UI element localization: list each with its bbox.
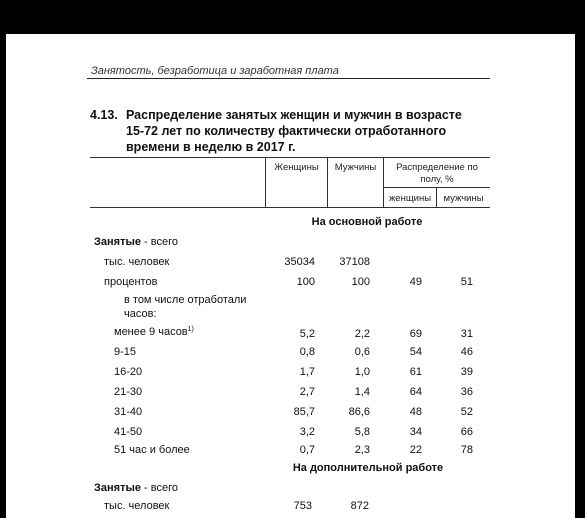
cell-men-thousand: 37108	[339, 256, 370, 268]
cell-men-9-15: 0,6	[354, 346, 370, 358]
row-label-51-plus: 51 час и более	[114, 444, 190, 456]
running-head: Занятость, безработица и заработная плата	[91, 65, 339, 77]
cell-women-21-30: 2,7	[299, 386, 315, 398]
cell-dist-women-16-20: 61	[409, 366, 422, 378]
row-label-thousand-people: тыс. человек	[104, 256, 170, 268]
cell-women-31-40: 85,7	[293, 406, 315, 418]
cell-dist-women-51-plus: 22	[409, 444, 422, 456]
cell-women-41-50: 3,2	[299, 426, 315, 438]
col-header-women: Женщины	[274, 162, 319, 173]
cell-women-51-plus: 0,7	[299, 444, 315, 456]
top-black-border	[0, 0, 585, 34]
cell-women-thousand-additional: 753	[293, 500, 312, 512]
row-label-percent: процентов	[104, 276, 158, 288]
cell-dist-men-31-40: 52	[460, 406, 473, 418]
section-additional-job: На дополнительной работе	[292, 462, 444, 474]
row-label-incl-worked-2: часов:	[124, 308, 157, 320]
col-header-dist-men: мужчины	[443, 193, 484, 204]
cell-men-31-40: 86,6	[348, 406, 370, 418]
cell-men-51-plus: 2,3	[354, 444, 370, 456]
table-number: 4.13.	[90, 108, 118, 122]
col-header-men: Мужчины	[334, 162, 377, 173]
table-title-line-1: Распределение занятых женщин и мужчин в возрасте	[126, 108, 462, 122]
running-head-rule	[87, 78, 490, 79]
row-label-employed-total: Занятые - всего	[94, 236, 178, 248]
section-main-job: На основной работе	[311, 216, 423, 228]
table-title-line-3: времени в неделю в 2017 г.	[126, 140, 296, 154]
cell-dist-men-less-9: 31	[460, 328, 473, 340]
cell-men-21-30: 1,4	[354, 386, 370, 398]
cell-dist-women-9-15: 54	[409, 346, 422, 358]
cell-dist-women-31-40: 48	[409, 406, 422, 418]
row-label-less-9: менее 9 часов$^{1)}$	[114, 326, 194, 338]
cell-women-thousand: 35034	[284, 256, 315, 268]
cell-dist-women-less-9: 69	[409, 328, 422, 340]
table-top-rule	[90, 157, 490, 158]
row-label-41-50: 41-50	[114, 426, 143, 438]
col-header-dist-women: женщины	[388, 193, 432, 204]
cell-dist-men-percent: 51	[460, 276, 473, 288]
row-label-9-15: 9-15	[114, 346, 137, 358]
row-label-31-40: 31-40	[114, 406, 143, 418]
table-title-line-2: 15-72 лет по количеству фактически отработанного	[126, 124, 447, 138]
cell-women-percent: 100	[296, 276, 315, 288]
cell-dist-women-41-50: 34	[409, 426, 422, 438]
cell-dist-men-51-plus: 78	[460, 444, 473, 456]
cell-dist-men-21-30: 36	[460, 386, 473, 398]
cell-women-less-9: 5,2	[299, 328, 315, 340]
cell-women-16-20: 1,7	[299, 366, 315, 378]
cell-dist-men-16-20: 39	[460, 366, 473, 378]
cell-dist-women-percent: 49	[409, 276, 422, 288]
right-black-border	[575, 0, 585, 518]
row-label-thousand-people-additional: тыс. человек	[104, 500, 170, 512]
col-header-distribution: Распределение по полу, %	[396, 162, 478, 185]
row-label-21-30: 21-30	[114, 386, 143, 398]
table-header-bottom-rule	[90, 207, 490, 208]
row-label-employed-total-additional: Занятые - всего	[94, 482, 178, 494]
cell-dist-women-21-30: 64	[409, 386, 422, 398]
cell-women-9-15: 0,8	[299, 346, 315, 358]
cell-dist-men-41-50: 66	[460, 426, 473, 438]
cell-men-16-20: 1,0	[354, 366, 370, 378]
cell-men-thousand-additional: 872	[350, 500, 369, 512]
cell-men-percent: 100	[351, 276, 370, 288]
row-label-incl-worked-1: в том числе отработали	[124, 294, 247, 306]
cell-dist-men-9-15: 46	[460, 346, 473, 358]
row-label-16-20: 16-20	[114, 366, 143, 378]
cell-men-41-50: 5,8	[354, 426, 370, 438]
cell-men-less-9: 2,2	[354, 328, 370, 340]
